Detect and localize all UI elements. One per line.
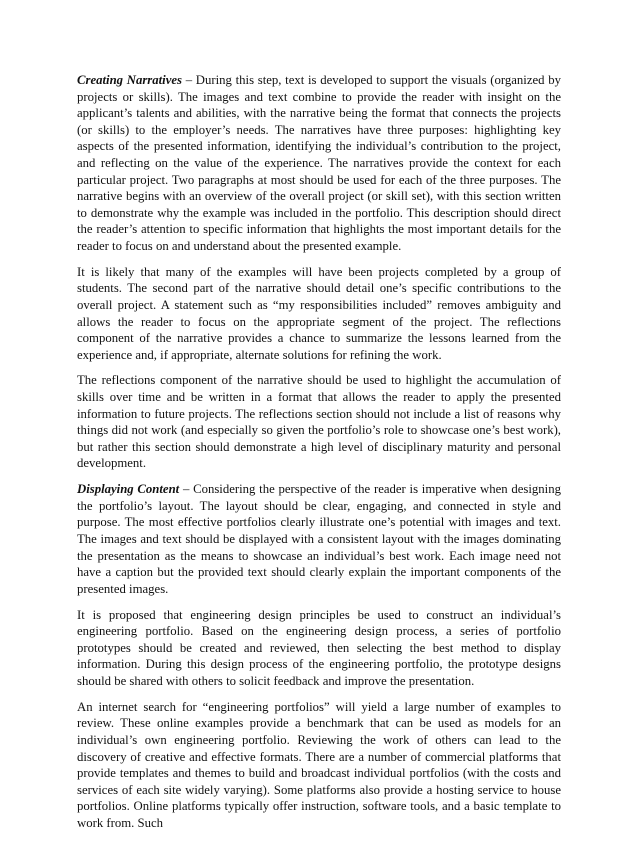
paragraph-displaying-content [77, 481, 561, 597]
section-lead-displaying-content: Displaying Content [77, 482, 180, 497]
paragraph-text: An internet search for “engineering portfolios” will yield a large number of examples to review. These online examples provide a benchmark that can be used as models for an individual’s own engineering portfolio. Reviewing the work of others can lead to the discovery of creative and effective formats. There are a number of commercial platforms that provide templates and themes to build and broadcast individual portfolios (with the costs and services of each site widely varying). Some platforms also provide a hosting service to house portfolios. Online platforms typically offer instruction, software tools, and a basic template to work from. Such [77, 699, 561, 830]
paragraph-text: It is likely that many of the examples will have been projects completed by a group of students. The second part of the narrative should detail one’s specific contributions to the overall project. A statement such as “my responsibilities included” removes ambiguity and allows the reader to focus on the appropriate segment of the project. The reflections component of the narrative provides a chance to summarize the lessons learned from the experience and, if appropriate, alternate solutions for refining the work. [77, 264, 561, 362]
paragraph-text: It is proposed that engineering design principles be used to construct an individual’s engineering portfolio. Based on the engineering design process, a series of portfolio prototypes should be created and reviewed, then selecting the best method to display information. During this design process of the engineering portfolio, the prototype designs should be shared with others to solicit feedback and improve the presentation. [77, 607, 561, 688]
paragraph-text: The reflections component of the narrative should be used to highlight the accumulation of skills over time and be written in a format that allows the reader to apply the presented information to future projects. The reflections section should not include a list of reasons why things did not work (and especially so given the portfolio’s role to showcase one’s best work), but rather this section should demonstrate a high level of disciplinary maturity and personal development. [77, 373, 561, 471]
paragraph-design-principles [77, 607, 561, 690]
paragraph-internet-search [77, 699, 561, 832]
body-text [77, 72, 561, 841]
paragraph-text: – During this step, text is developed to support the visuals (organized by projects or skills). The images and text combine to provide the reader with insight on the applicant’s talents and abilities, with the narrative being the format that connects the projects (or skills) to the employer’s needs. The narratives have three purposes: highlighting key aspects of the presented information, identifying the individual’s contribution to the project, and reflecting on the value of the experience. The narratives provide the context for each particular project. Two paragraphs at most should be used for each of the three purposes. The narrative begins with an overview of the overall project (or skill set), with this section written to demonstrate why the example was included in the portfolio. This description should direct the reader’s attention to specific information that highlights the most important details for the reader to focus on and understand about the presented example. [77, 73, 561, 253]
paragraph-reflections [77, 372, 561, 472]
section-lead-creating-narratives: Creating Narratives [77, 73, 182, 87]
paragraph-creating-narratives [77, 72, 561, 255]
paragraph-group-projects [77, 264, 561, 364]
paragraph-text: – Considering the perspective of the reader is imperative when designing the portfolio’s layout. The layout should be clear, engaging, and connected in style and purpose. The most effective portfolios clearly illustrate one’s potential with images and text. The images and text should be displayed with a consistent layout with the images dominating the presentation as the means to showcase an individual’s best work. Each image need not have a caption but the provided text should clearly explain the important components of the presented images. [77, 482, 561, 596]
